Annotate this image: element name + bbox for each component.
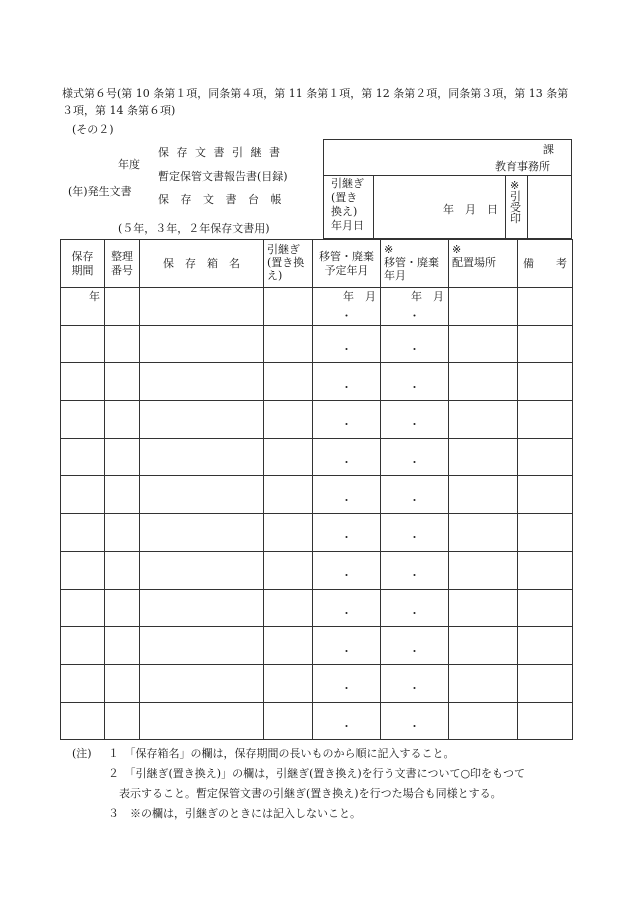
- table-cell[interactable]: [313, 476, 381, 514]
- table-cell[interactable]: [518, 551, 573, 589]
- table-cell[interactable]: [313, 401, 381, 439]
- date-separator-dot: ・: [409, 682, 420, 696]
- table-cell[interactable]: [518, 288, 573, 326]
- table-cell[interactable]: [264, 702, 313, 740]
- table-cell[interactable]: [313, 288, 381, 326]
- table-cell[interactable]: [61, 363, 105, 401]
- table-cell[interactable]: [518, 702, 573, 740]
- table-cell[interactable]: [381, 514, 449, 552]
- header-remarks: 備 考: [518, 240, 573, 288]
- table-cell[interactable]: [140, 363, 264, 401]
- table-cell[interactable]: [61, 438, 105, 476]
- table-row: [61, 702, 573, 740]
- table-cell[interactable]: [140, 589, 264, 627]
- table-cell[interactable]: [313, 551, 381, 589]
- table-cell[interactable]: [313, 664, 381, 702]
- table-cell[interactable]: [381, 438, 449, 476]
- table-cell[interactable]: [105, 514, 140, 552]
- table-cell[interactable]: [140, 551, 264, 589]
- table-cell[interactable]: [313, 702, 381, 740]
- header-handover: 引継ぎ (置き換 え): [264, 240, 313, 288]
- table-cell[interactable]: [518, 401, 573, 439]
- date-separator-dot: ・: [409, 606, 420, 620]
- table-cell[interactable]: [105, 438, 140, 476]
- table-row: [61, 514, 573, 552]
- form-subtitle: (その２): [72, 123, 114, 136]
- date-separator-dot: ・: [409, 418, 420, 432]
- office-box-col3: [527, 175, 528, 239]
- table-cell[interactable]: [518, 363, 573, 401]
- table-cell[interactable]: [105, 288, 140, 326]
- date-separator-dot: ・: [341, 455, 352, 469]
- table-cell[interactable]: [264, 627, 313, 665]
- table-cell[interactable]: [264, 325, 313, 363]
- table-row: [61, 401, 573, 439]
- table-cell[interactable]: [381, 664, 449, 702]
- table-cell[interactable]: [449, 702, 518, 740]
- office-name-label: 教育事務所: [495, 160, 550, 173]
- fiscal-year-label: 年度: [118, 158, 140, 171]
- date-separator-dot: ・: [409, 455, 420, 469]
- date-separator-dot: ・: [341, 531, 352, 545]
- table-cell[interactable]: [313, 627, 381, 665]
- handover-date-label: 引継ぎ (置き 換え) 年月日: [331, 177, 364, 232]
- date-separator-dot: ・: [409, 719, 420, 733]
- table-cell[interactable]: [140, 664, 264, 702]
- table-row: [61, 589, 573, 627]
- header-serial-number: 整理 番号: [105, 240, 140, 288]
- receipt-stamp-label: ※ 引 受 印: [510, 179, 521, 225]
- table-cell[interactable]: [518, 664, 573, 702]
- note-item-1: １ 「保存箱名」の欄は，保存期間の長いものから順に記入すること。: [108, 747, 455, 760]
- date-separator-dot: ・: [341, 568, 352, 582]
- table-cell[interactable]: [518, 514, 573, 552]
- table-cell[interactable]: [105, 664, 140, 702]
- note-item-3: ３ ※の欄は，引継ぎのときには記入しないこと。: [108, 807, 361, 820]
- table-cell[interactable]: [381, 551, 449, 589]
- date-separator-dot: ・: [409, 342, 420, 356]
- form-title: 様式第６号(第 10 条第１項，同条第４項，第 11 条第１項，第 12 条第２項，同条第３項，第 13 条第３項，第 14 条第６項): [62, 87, 569, 117]
- title-line-register: 保 存 文 書 台 帳: [158, 193, 286, 206]
- table-cell[interactable]: [313, 514, 381, 552]
- table-cell[interactable]: [105, 325, 140, 363]
- table-row: [61, 476, 573, 514]
- table-cell[interactable]: [449, 627, 518, 665]
- generated-documents-label: (年)発生文書: [68, 185, 132, 198]
- table-cell[interactable]: [140, 401, 264, 439]
- records-table: [60, 239, 573, 740]
- date-separator-dot: ・: [409, 309, 420, 323]
- header-planned-date: 移管・廃棄 予定年月: [313, 240, 381, 288]
- table-cell[interactable]: [313, 325, 381, 363]
- section-label: 課: [543, 143, 554, 156]
- date-separator-dot: ・: [409, 644, 420, 658]
- date-separator-dot: ・: [409, 568, 420, 582]
- table-cell[interactable]: [449, 438, 518, 476]
- table-cell[interactable]: [61, 627, 105, 665]
- office-box-col2: [505, 175, 506, 239]
- table-cell[interactable]: [449, 551, 518, 589]
- table-cell[interactable]: [264, 589, 313, 627]
- table-row: [61, 363, 573, 401]
- date-field-label: 年 月 日: [443, 203, 498, 216]
- date-separator-dot: ・: [341, 418, 352, 432]
- table-cell[interactable]: [61, 514, 105, 552]
- table-cell[interactable]: [105, 401, 140, 439]
- table-cell[interactable]: [449, 476, 518, 514]
- table-cell[interactable]: [518, 325, 573, 363]
- table-row: [61, 627, 573, 665]
- date-unit-label: 年 月: [411, 290, 444, 303]
- table-cell[interactable]: [264, 514, 313, 552]
- table-cell[interactable]: [105, 363, 140, 401]
- date-separator-dot: ・: [409, 493, 420, 507]
- date-separator-dot: ・: [341, 309, 352, 323]
- table-cell[interactable]: [449, 664, 518, 702]
- table-row: [61, 325, 573, 363]
- table-cell[interactable]: [61, 476, 105, 514]
- table-cell[interactable]: [518, 438, 573, 476]
- table-cell[interactable]: [381, 589, 449, 627]
- table-cell[interactable]: [381, 325, 449, 363]
- table-cell[interactable]: [381, 288, 449, 326]
- retention-scope-label: (５年，３年，２年保存文書用): [118, 222, 270, 235]
- date-separator-dot: ・: [341, 719, 352, 733]
- period-unit-label: 年: [89, 290, 100, 303]
- table-cell[interactable]: [313, 438, 381, 476]
- date-separator-dot: ・: [341, 644, 352, 658]
- date-separator-dot: ・: [341, 342, 352, 356]
- table-row: [61, 438, 573, 476]
- table-cell[interactable]: [518, 627, 573, 665]
- date-separator-dot: ・: [341, 606, 352, 620]
- date-separator-dot: ・: [341, 493, 352, 507]
- table-cell[interactable]: [264, 664, 313, 702]
- header-actual-date: ※ 移管・廃棄 年月: [381, 240, 449, 288]
- table-cell[interactable]: [264, 438, 313, 476]
- table-cell[interactable]: [264, 363, 313, 401]
- table-row: [61, 551, 573, 589]
- table-header-row: [61, 240, 573, 288]
- office-box-divider: [323, 175, 572, 176]
- date-separator-dot: ・: [409, 380, 420, 394]
- title-line-handover: 保 存 文 書 引 継 書: [158, 146, 282, 159]
- table-cell[interactable]: [313, 363, 381, 401]
- notes-section: [72, 744, 525, 824]
- table-cell[interactable]: [381, 401, 449, 439]
- table-cell[interactable]: [105, 476, 140, 514]
- table-cell[interactable]: [264, 288, 313, 326]
- notes-prefix: (注): [72, 747, 92, 760]
- office-box-col1: [373, 175, 374, 239]
- table-cell[interactable]: [105, 551, 140, 589]
- table-cell[interactable]: [61, 664, 105, 702]
- title-line-report: 暫定保管文書報告書(目録): [158, 170, 288, 183]
- table-cell[interactable]: [61, 551, 105, 589]
- table-row: [61, 288, 573, 326]
- table-cell[interactable]: [61, 325, 105, 363]
- table-cell[interactable]: [61, 288, 105, 326]
- table-cell[interactable]: [264, 551, 313, 589]
- table-cell[interactable]: [264, 401, 313, 439]
- table-cell[interactable]: [449, 589, 518, 627]
- table-cell[interactable]: [449, 514, 518, 552]
- table-cell[interactable]: [140, 438, 264, 476]
- table-cell[interactable]: [381, 363, 449, 401]
- table-cell[interactable]: [140, 325, 264, 363]
- table-row: [61, 664, 573, 702]
- table-cell[interactable]: [105, 589, 140, 627]
- table-cell[interactable]: [61, 401, 105, 439]
- table-cell[interactable]: [449, 363, 518, 401]
- table-cell[interactable]: [449, 325, 518, 363]
- table-cell[interactable]: [381, 476, 449, 514]
- table-cell[interactable]: [140, 288, 264, 326]
- table-cell[interactable]: [313, 589, 381, 627]
- table-cell[interactable]: [518, 476, 573, 514]
- date-unit-label: 年 月: [343, 290, 376, 303]
- table-cell[interactable]: [518, 589, 573, 627]
- table-cell[interactable]: [449, 401, 518, 439]
- table-cell[interactable]: [61, 589, 105, 627]
- table-cell[interactable]: [105, 702, 140, 740]
- table-cell[interactable]: [140, 627, 264, 665]
- note-item-2-cont: 表示すること。暫定保管文書の引継ぎ(置き換え)を行つた場合も同様とする。: [108, 787, 502, 800]
- table-cell[interactable]: [140, 514, 264, 552]
- date-separator-dot: ・: [341, 682, 352, 696]
- table-cell[interactable]: [140, 702, 264, 740]
- header-box-name: 保 存 箱 名: [140, 240, 264, 288]
- note-item-2: ２ 「引継ぎ(置き換え)」の欄は，引継ぎ(置き換え)を行う文書について○印をもつて: [108, 767, 526, 780]
- header-location: ※ 配置場所: [449, 240, 518, 288]
- table-cell[interactable]: [61, 702, 105, 740]
- table-cell[interactable]: [381, 702, 449, 740]
- table-cell[interactable]: [264, 476, 313, 514]
- header-retention-period: 保存 期間: [61, 240, 105, 288]
- date-separator-dot: ・: [341, 380, 352, 394]
- table-cell[interactable]: [140, 476, 264, 514]
- date-separator-dot: ・: [409, 531, 420, 545]
- table-cell[interactable]: [381, 627, 449, 665]
- table-cell[interactable]: [449, 288, 518, 326]
- table-cell[interactable]: [105, 627, 140, 665]
